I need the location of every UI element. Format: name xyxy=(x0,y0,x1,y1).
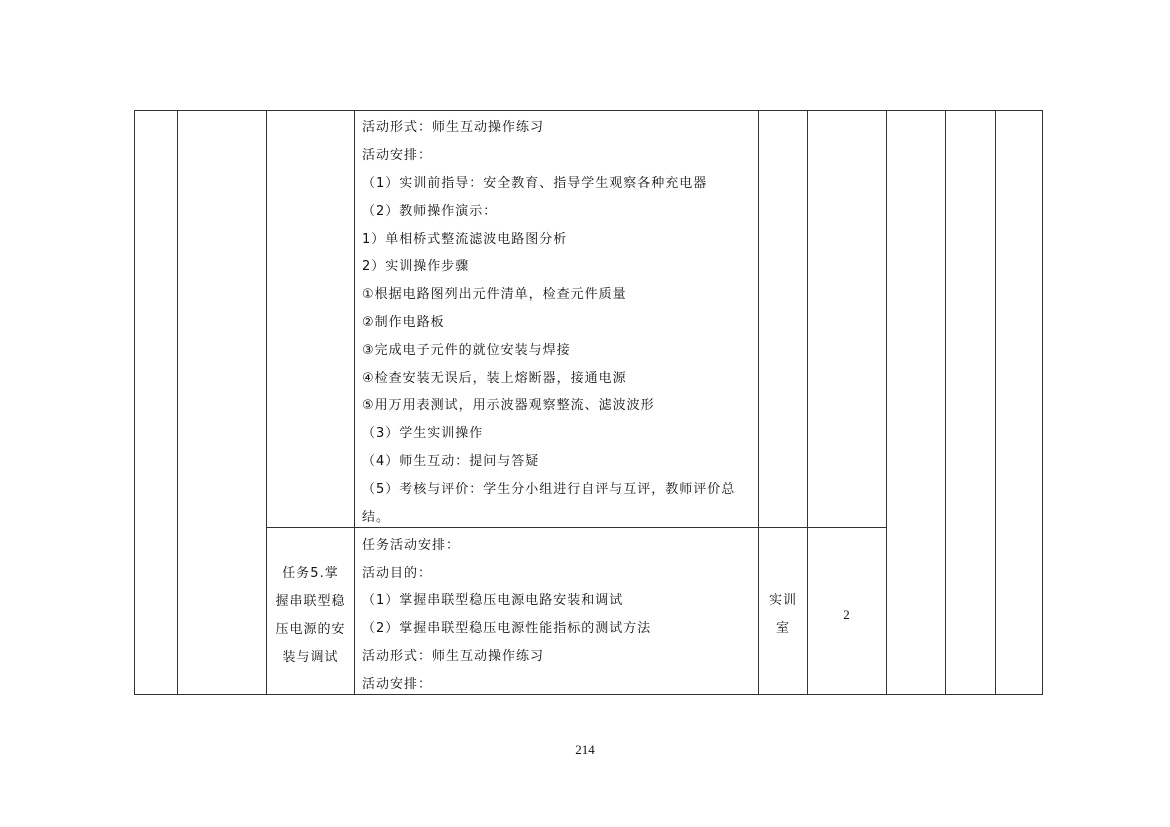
table-border-bottom xyxy=(134,694,1043,695)
task5-content-line: 活动形式：师生互动操作练习 xyxy=(362,649,545,664)
task5-content-line: （1）掌握串联型稳压电源电路安装和调试 xyxy=(362,593,624,608)
task5-title-line: 压电源的安 xyxy=(275,622,346,637)
table-column-divider xyxy=(995,110,996,695)
task5-hours: 2 xyxy=(843,607,851,622)
table-column-divider xyxy=(945,110,946,695)
activity-line: （2）教师操作演示： xyxy=(362,204,498,219)
activity-line: 1）单相桥式整流滤波电路图分析 xyxy=(362,232,568,247)
task5-content-line: （2）掌握串联型稳压电源性能指标的测试方法 xyxy=(362,621,652,636)
activity-line: 活动安排： xyxy=(362,148,433,163)
table-border-right xyxy=(1042,110,1043,695)
task5-title xyxy=(267,560,354,672)
task5-title-line: 握串联型稳 xyxy=(275,594,346,609)
activity-line: （4）师生互动：提问与答疑 xyxy=(362,454,540,469)
task5-title-line: 任务5.掌 xyxy=(282,566,339,581)
activity-line: ④检查安装无误后，装上熔断器，接通电源 xyxy=(362,371,627,386)
activity-line: （5）考核与评价：学生分小组进行自评与互评，教师评价总 xyxy=(362,482,736,497)
page-number: 214 xyxy=(575,742,595,757)
table-column-divider xyxy=(177,110,178,695)
table-column-divider xyxy=(886,110,887,695)
activity-line: 2）实训操作步骤 xyxy=(362,259,470,274)
task5-title-line: 装与调试 xyxy=(282,650,339,665)
table-column-divider xyxy=(354,110,355,695)
task5-location xyxy=(759,587,807,643)
activity-line: 结。 xyxy=(362,510,391,525)
activity-line: ②制作电路板 xyxy=(362,315,445,330)
activity-line: ①根据电路图列出元件清单，检查元件质量 xyxy=(362,287,627,302)
activity-line: ③完成电子元件的就位安装与焊接 xyxy=(362,343,571,358)
activity-line: （3）学生实训操作 xyxy=(362,426,484,441)
task5-content-line: 任务活动安排： xyxy=(362,538,461,553)
table-border-top xyxy=(134,110,1043,111)
table-border-left xyxy=(134,110,135,695)
task5-content-line: 活动安排： xyxy=(362,677,433,692)
activity-line: （1）实训前指导：安全教育、指导学生观察各种充电器 xyxy=(362,176,708,191)
task5-location-line: 室 xyxy=(775,621,790,636)
task5-content-line: 活动目的： xyxy=(362,566,433,581)
activity-line: 活动形式：师生互动操作练习 xyxy=(362,120,545,135)
task5-location-line: 实训 xyxy=(768,593,797,608)
activity-line: ⑤用万用表测试，用示波器观察整流、滤波波形 xyxy=(362,398,655,413)
table-row-divider xyxy=(266,527,887,528)
